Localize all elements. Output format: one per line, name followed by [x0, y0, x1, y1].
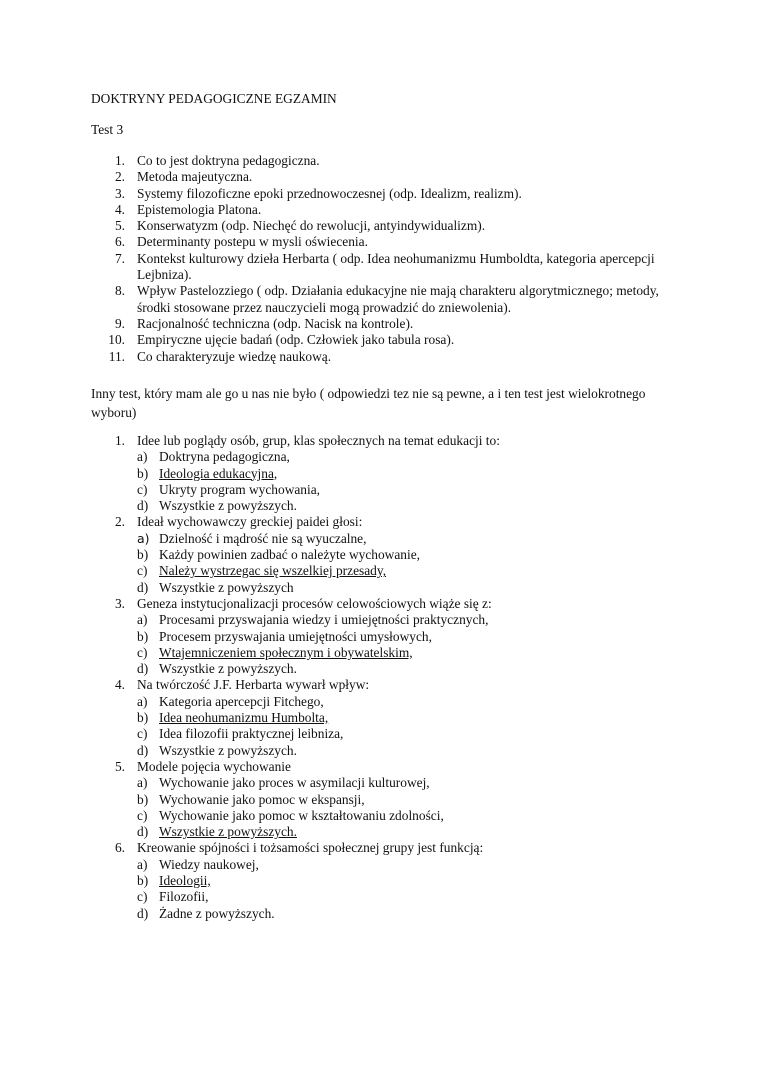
answer-option: [137, 726, 671, 742]
answer-text: Doktryna pedagogiczna,: [159, 449, 290, 465]
answer-option-correct: [137, 645, 671, 661]
answer-letter: b): [137, 465, 149, 481]
answer-text: Filozofii,: [159, 889, 209, 905]
answer-letter: c): [137, 889, 148, 905]
answer-text: Każdy powinien zadbać o należyte wychowanie,: [159, 547, 421, 563]
answer-text: Wychowanie jako proces w asymilacji kulturowej,: [159, 775, 430, 791]
answer-text: Wszystkie z powyższych.: [159, 661, 297, 677]
item-text: Systemy filozoficzne epoki przednowoczesnej (odp. Idealizm, realizm).: [137, 185, 522, 201]
question: [91, 433, 671, 449]
question-text: Modele pojęcia wychowanie: [137, 758, 291, 774]
answer-text: Wszystkie z powyższych.: [159, 498, 297, 514]
answer-text: Żadne z powyższych.: [159, 905, 275, 921]
answer-letter: a): [137, 612, 148, 628]
question-text: Idee lub poglądy osób, grup, klas społecznych na temat edukacji to:: [137, 433, 500, 448]
question: [91, 677, 671, 693]
answer-letter: b): [137, 710, 149, 726]
question-number: 5.: [114, 758, 125, 774]
answer-option: [137, 612, 671, 628]
answer-option: [137, 906, 671, 922]
list-item: [91, 283, 671, 316]
list-item: [91, 218, 671, 234]
answer-text: Idea neohumanizmu Humbolta,: [159, 710, 329, 726]
test3-question-list: [91, 153, 671, 365]
answer-option: [137, 743, 671, 759]
answer-option: [137, 547, 671, 563]
item-text: Racjonalność techniczna (odp. Nacisk na kontrole).: [137, 315, 414, 331]
item-number: 9.: [114, 315, 125, 331]
answer-list: [91, 857, 671, 922]
item-text: Epistemologia Platona.: [137, 201, 262, 217]
answer-text: Wtajemniczeniem społecznym i obywatelskim,: [159, 644, 413, 660]
item-text: Empiryczne ujęcie badań (odp. Człowiek jako tabula rosa).: [137, 332, 455, 348]
answer-letter: d): [137, 824, 149, 840]
item-text: Kontekst kulturowy dzieła Herbarta ( odp. Idea neohumanizmu Humboldta, kategoria apercepcji Lejbniza).: [137, 250, 655, 283]
answer-letter: d): [137, 498, 149, 514]
answer-option: [137, 661, 671, 677]
question-text: Na twórczość J.F. Herbarta wywarł wpływ:: [137, 677, 370, 693]
answer-text: Wszystkie z powyższych: [159, 579, 294, 595]
answer-letter: c): [137, 563, 148, 579]
answer-letter: d): [137, 661, 149, 677]
item-number: 5.: [114, 218, 125, 234]
item-number: 2.: [114, 169, 125, 185]
item-text: Determinanty postepu w mysli oświecenia.: [137, 234, 368, 250]
answer-letter: a): [137, 530, 150, 546]
answer-text: Kategoria apercepcji Fitchego,: [159, 693, 324, 709]
question-number: 1.: [114, 433, 125, 448]
answer-letter: d): [137, 579, 149, 595]
question-item: [91, 677, 671, 758]
answer-option: [137, 792, 671, 808]
answer-option: [137, 889, 671, 905]
list-item: [91, 349, 671, 365]
question: [91, 514, 671, 530]
answer-text: Wszystkie z powyższych.: [159, 742, 297, 758]
question: [91, 596, 671, 612]
answer-letter: a): [137, 775, 148, 791]
question: [91, 840, 671, 856]
answer-option: [137, 629, 671, 645]
question-item: [91, 759, 671, 840]
answer-text: Ukryty program wychowania,: [159, 481, 321, 497]
item-text: Konserwatyzm (odp. Niechęć do rewolucji, antyindywidualizm).: [137, 218, 486, 234]
answer-option: [137, 808, 671, 824]
answer-letter: c): [137, 807, 148, 823]
question-item: [91, 433, 671, 514]
item-number: 1.: [114, 153, 125, 168]
list-item: [91, 332, 671, 348]
answer-list: [91, 531, 671, 596]
list-item: [91, 186, 671, 202]
answer-option: [137, 531, 671, 547]
list-item: [91, 316, 671, 332]
answer-option-correct: [137, 466, 671, 482]
list-item: [91, 169, 671, 185]
answer-option-correct: [137, 710, 671, 726]
answer-option-correct: [137, 563, 671, 579]
answer-option: [137, 857, 671, 873]
item-text: Co to jest doktryna pedagogiczna.: [137, 153, 320, 168]
document-title: DOKTRYNY PEDAGOGICZNE EGZAMIN: [91, 91, 337, 106]
question-number: 3.: [114, 595, 125, 611]
answer-text: Należy wystrzegac się wszelkiej przesady,: [159, 563, 387, 579]
question-number: 6.: [114, 840, 125, 856]
item-text: Co charakteryzuje wiedzę naukową.: [137, 348, 332, 364]
answer-text: Ideologia edukacyjna,: [159, 465, 278, 481]
answer-text: Ideologii,: [159, 873, 211, 889]
answer-letter: c): [137, 644, 148, 660]
answer-option: [137, 449, 671, 465]
answer-letter: a): [137, 449, 148, 465]
item-number: 7.: [114, 250, 125, 266]
list-item: [91, 202, 671, 218]
item-number: 11.: [108, 348, 125, 364]
list-item: [91, 251, 671, 284]
answer-text: Idea filozofii praktycznej leibniza,: [159, 726, 344, 742]
answer-option-correct: [137, 824, 671, 840]
question-text: Geneza instytucjonalizacji procesów celowościowych wiąże się z:: [137, 595, 492, 611]
answer-option: [137, 482, 671, 498]
item-number: 6.: [114, 234, 125, 250]
question-item: [91, 840, 671, 921]
answer-text: Wychowanie jako pomoc w ekspansji,: [159, 791, 365, 807]
list-item: [91, 153, 671, 169]
answer-list: [91, 449, 671, 514]
test-heading: Test 3: [91, 122, 124, 137]
question-text: Kreowanie spójności i tożsamości społecznej grupy jest funkcją:: [137, 840, 484, 856]
question-text: Ideał wychowawczy greckiej paidei głosi:: [137, 514, 363, 530]
answer-option: [137, 775, 671, 791]
answer-option: [137, 498, 671, 514]
answer-letter: b): [137, 547, 149, 563]
answer-text: Wychowanie jako pomoc w kształtowaniu zdolności,: [159, 807, 444, 823]
answer-letter: b): [137, 628, 149, 644]
question-number: 2.: [114, 514, 125, 530]
answer-text: Wszystkie z powyższych.: [159, 824, 297, 840]
list-item: [91, 234, 671, 250]
answer-option: [137, 580, 671, 596]
question-item: [91, 596, 671, 677]
item-number: 4.: [114, 201, 125, 217]
answer-letter: b): [137, 791, 149, 807]
answer-text: Wiedzy naukowej,: [159, 856, 259, 872]
answer-list: [91, 612, 671, 677]
question: [91, 759, 671, 775]
answer-option-correct: [137, 873, 671, 889]
item-text: Wpływ Pastelozziego ( odp. Działania edukacyjne nie mają charakteru algorytmicznego; metody, środki stosowane przez nauczycieli mogą prowadzić do zniewolenia).: [137, 283, 659, 315]
answer-list: [91, 775, 671, 840]
answer-letter: a): [137, 856, 148, 872]
answer-letter: a): [137, 693, 148, 709]
answer-option: [137, 694, 671, 710]
question-number: 4.: [114, 677, 125, 693]
answer-letter: b): [137, 873, 149, 889]
question-item: [91, 514, 671, 595]
answer-letter: c): [137, 481, 148, 497]
answer-list: [91, 694, 671, 759]
answer-letter: d): [137, 905, 149, 921]
item-number: 8.: [114, 283, 125, 299]
item-text: Metoda majeutyczna.: [137, 169, 253, 185]
item-number: 10.: [108, 332, 125, 348]
item-number: 3.: [114, 185, 125, 201]
answer-text: Procesem przyswajania umiejętności umysłowych,: [159, 628, 432, 644]
answer-letter: d): [137, 742, 149, 758]
other-test-question-list: [91, 433, 671, 922]
answer-text: Procesami przyswajania wiedzy i umiejętności praktycznych,: [159, 612, 489, 628]
other-test-intro: Inny test, który mam ale go u nas nie było ( odpowiedzi tez nie są pewne, a i ten test jest wielokrotnego wyboru): [91, 386, 646, 420]
answer-text: Dzielność i mądrość nie są wyuczalne,: [159, 530, 367, 546]
answer-letter: c): [137, 726, 148, 742]
